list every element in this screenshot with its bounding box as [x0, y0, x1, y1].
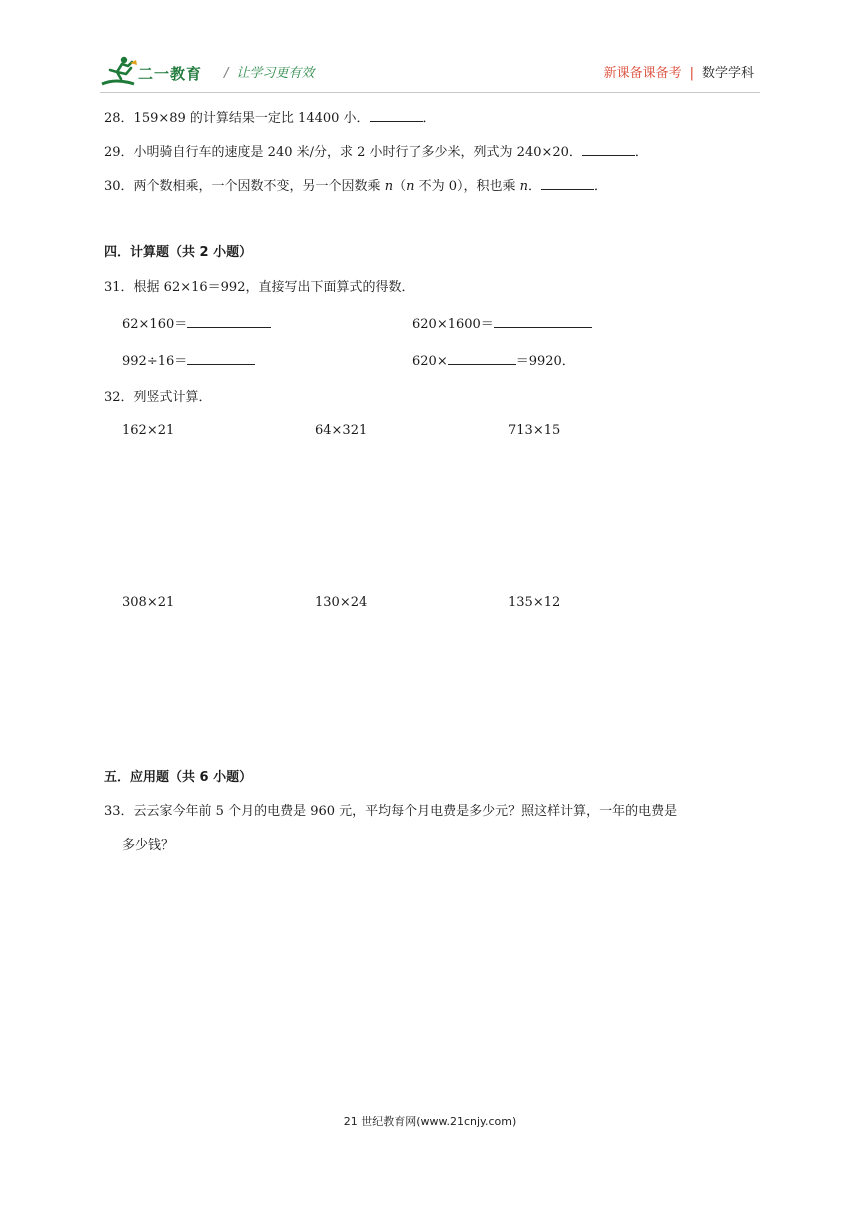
calc-item-2: [412, 313, 592, 332]
vertical-calc-4: 308×21: [122, 595, 175, 610]
header-label-subject: 数学学科: [701, 66, 754, 81]
answer-blank[interactable]: [448, 352, 516, 365]
answer-blank[interactable]: [541, 177, 594, 190]
page-footer: 21 世纪教育网(www.21cnjy.com): [343, 1115, 517, 1128]
calc-expression: 620×1600＝: [412, 317, 494, 332]
calc-item-3: [122, 350, 255, 369]
question-32: [104, 386, 212, 405]
question-text: 云云家今年前 5 个月的电费是 960 元，平均每个月电费是多少元？照这样计算，一年的电费是: [133, 804, 678, 819]
runner-logo-icon: [100, 54, 140, 88]
question-number: 29．: [104, 145, 134, 160]
question-number: 28．: [104, 111, 134, 126]
header-divider: [100, 92, 760, 93]
answer-blank[interactable]: [187, 315, 271, 328]
question-end: ．: [422, 111, 436, 126]
variable-n: n: [406, 179, 415, 194]
vertical-calc-1: 162×21: [122, 423, 175, 438]
calc-expression: 620×: [412, 354, 448, 369]
question-text-c: 不为 0），积也乘: [414, 179, 520, 194]
answer-blank[interactable]: [494, 315, 592, 328]
variable-n: n: [519, 179, 528, 194]
header-separator: |: [689, 66, 694, 81]
calc-expression: 992÷16＝: [122, 354, 188, 369]
question-28: [104, 107, 436, 126]
question-text-d: ．: [528, 179, 542, 194]
calc-expression: 62×160＝: [122, 317, 188, 332]
slogan: [224, 62, 314, 81]
question-text-a: 两个数相乘，一个因数不变，另一个因数乘: [133, 179, 385, 194]
logo: [100, 54, 220, 88]
vertical-calc-6: 135×12: [508, 595, 561, 610]
question-30: [104, 175, 607, 194]
question-text: 根据 62×16＝992，直接写出下面算式的得数．: [133, 280, 415, 295]
slogan-slash: /: [224, 66, 229, 81]
question-33-line-1: [104, 800, 677, 819]
question-33-line-2: 多少钱？: [122, 838, 175, 853]
header-right: [604, 62, 754, 81]
question-number: 32．: [104, 390, 134, 405]
question-31: [104, 276, 414, 295]
answer-blank[interactable]: [370, 109, 423, 122]
question-end: ．: [634, 145, 648, 160]
header-label-prep: 新课备课备考: [603, 66, 682, 81]
answer-blank[interactable]: [582, 143, 635, 156]
question-text: 小明骑自行车的速度是 240 米/分，求 2 小时行了多少米，列式为 240×20．: [133, 145, 582, 160]
question-text-b: （: [393, 179, 407, 194]
calc-item-4: [412, 350, 575, 369]
question-text: 159×89 的计算结果一定比 14400 小．: [133, 111, 370, 126]
question-number: 30．: [104, 179, 134, 194]
variable-n: n: [384, 179, 394, 194]
vertical-calc-2: 64×321: [315, 423, 368, 438]
question-text: 列竖式计算．: [133, 390, 212, 405]
section-title-application: 五．应用题（共 6 小题）: [104, 770, 253, 785]
vertical-calc-5: 130×24: [315, 595, 368, 610]
calc-item-1: [122, 313, 271, 332]
logo-text: 二一教育: [138, 65, 203, 83]
page-header: [100, 54, 760, 92]
question-29: [104, 141, 648, 160]
answer-blank[interactable]: [187, 352, 255, 365]
section-title-calculation: 四．计算题（共 2 小题）: [104, 245, 253, 260]
question-number: 31．: [104, 280, 134, 295]
question-number: 33．: [104, 804, 134, 819]
calc-suffix: ＝9920．: [515, 354, 575, 369]
vertical-calc-3: 713×15: [508, 423, 561, 438]
question-end: ．: [594, 179, 608, 194]
slogan-text: 让学习更有效: [236, 66, 315, 81]
